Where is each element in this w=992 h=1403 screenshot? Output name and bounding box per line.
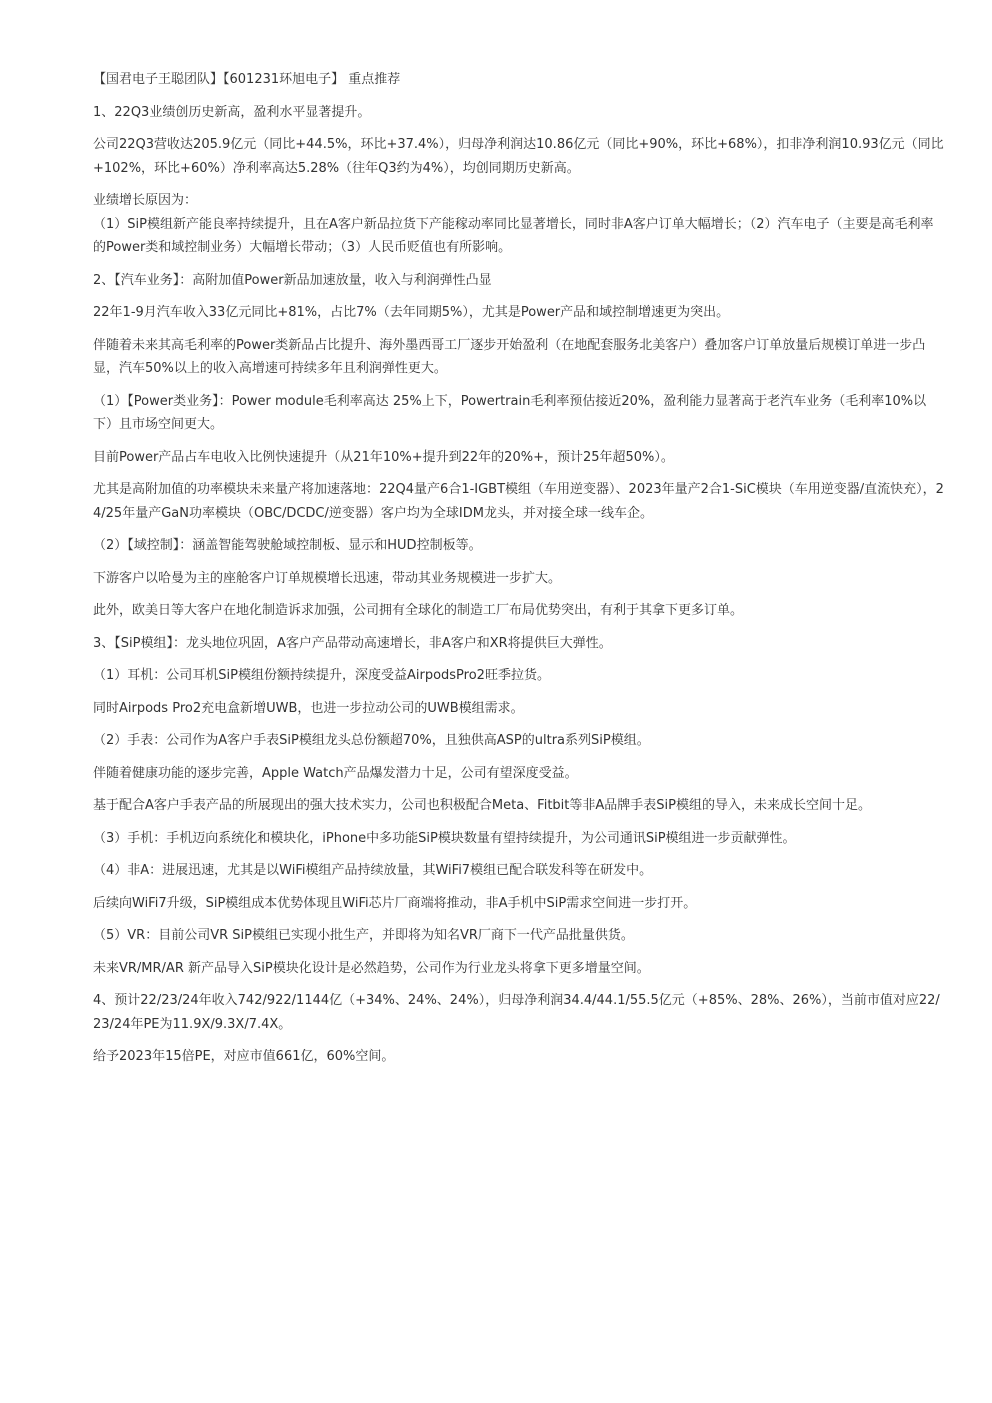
paragraph: 伴随着未来其高毛利率的Power类新品占比提升、海外墨西哥工厂逐步开始盈利（在地配套服务北美客户）叠加客户订单放量后规模订单进一步凸显，汽车50%以上的收入高增速可持续多年且利润弹性更大。	[93, 337, 926, 376]
section-heading-3: 3、【SiP模组】：龙头地位巩固，A客户产品带动高速增长，非A客户和XR将提供巨大弹性。	[93, 635, 612, 651]
paragraph: 目前Power产品占车电收入比例快速提升（从21年10%+提升到22年的20%+，预计25年超50%）。	[93, 449, 674, 465]
paragraph: 伴随着健康功能的逐步完善，Apple Watch产品爆发潜力十足，公司有望深度受益。	[93, 765, 578, 781]
document-body	[93, 68, 945, 1078]
section-heading-1: 1、22Q3业绩创历史新高，盈利水平显著提升。	[93, 104, 371, 120]
paragraph: （2）【域控制】：涵盖智能驾驶舱域控制板、显示和HUD控制板等。	[93, 538, 482, 553]
paragraph: （5）VR：目前公司VR SiP模组已实现小批生产，并即将为知名VR厂商下一代产品批量供货。	[93, 928, 634, 943]
paragraph: 同时Airpods Pro2充电盒新增UWB，也进一步拉动公司的UWB模组需求。	[93, 700, 524, 716]
paragraph: 公司22Q3营收达205.9亿元（同比+44.5%，环比+37.4%），归母净利润达10.86亿元（同比+90%，环比+68%），扣非净利润10.93亿元（同比+102%，环比+60%）净利率高达5.28%（往年Q3约为4%），均创同期历史新高。	[93, 137, 944, 176]
paragraph: （2）手表：公司作为A客户手表SiP模组龙头总份额超70%，且独供高ASP的ultra系列SiP模组。	[93, 733, 650, 748]
paragraph: 给予2023年15倍PE，对应市值661亿，60%空间。	[93, 1049, 395, 1064]
paragraph: 基于配合A客户手表产品的所展现出的强大技术实力，公司也积极配合Meta、Fitbit等非A品牌手表SiP模组的导入，未来成长空间十足。	[93, 798, 871, 813]
paragraph: 未来VR/MR/AR 新产品导入SiP模块化设计是必然趋势，公司作为行业龙头将拿下更多增量空间。	[93, 960, 650, 976]
paragraph: （3）手机：手机迈向系统化和模块化，iPhone中多功能SiP模块数量有望持续提升，为公司通讯SiP模组进一步贡献弹性。	[93, 830, 796, 846]
paragraph: 后续向WiFi7升级，SiP模组成本优势体现且WiFi芯片厂商端将推动，非A手机中SiP需求空间进一步打开。	[93, 895, 697, 911]
section-heading-4: 4、预计22/23/24年收入742/922/1144亿（+34%、24%、24%），归母净利润34.4/44.1/55.5亿元（+85%、28%、26%），当前市值对应22/23/24年PE为11.9X/9.3X/7.4X。	[93, 993, 940, 1032]
paragraph: 下游客户以哈曼为主的座舱客户订单规模增长迅速，带动其业务规模进一步扩大。	[93, 570, 562, 586]
paragraph: 尤其是高附加值的功率模块未来量产将加速落地：22Q4量产6合1-IGBT模组（车用逆变器）、2023年量产2合1-SiC模块（车用逆变器/直流快充），24/25年量产GaN功率模块（OBC/DCDC/逆变器）客户均为全球IDM龙头，并对接全球一线车企。	[93, 482, 944, 521]
paragraph: （1）SiP模组新产能良率持续提升，且在A客户新品拉货下产能稼动率同比显著增长，同时非A客户订单大幅增长；（2）汽车电子（主要是高毛利率的Power类和域控制业务）大幅增长带动；（3）人民币贬值也有所影响。	[93, 216, 934, 255]
paragraph: 22年1-9月汽车收入33亿元同比+81%，占比7%（去年同期5%），尤其是Power产品和域控制增速更为突出。	[93, 305, 730, 320]
paragraph: 业绩增长原因为：	[93, 193, 198, 208]
document-title: 【国君电子王聪团队】【601231环旭电子】 重点推荐	[93, 72, 401, 87]
paragraph: （1）耳机：公司耳机SiP模组份额持续提升，深度受益AirpodsPro2旺季拉货。	[93, 668, 550, 683]
section-heading-2: 2、【汽车业务】：高附加值Power新品加速放量，收入与利润弹性凸显	[93, 272, 492, 288]
paragraph: 此外，欧美日等大客户在地化制造诉求加强，公司拥有全球化的制造工厂布局优势突出，有利于其拿下更多订单。	[93, 603, 744, 618]
paragraph: （4）非A：进展迅速，尤其是以WiFi模组产品持续放量，其WiFi7模组已配合联发科等在研发中。	[93, 863, 653, 878]
paragraph: （1）【Power类业务】：Power module毛利率高达 25%上下，Powertrain毛利率预估接近20%，盈利能力显著高于老汽车业务（毛利率10%以下）且市场空间更大。	[93, 393, 927, 432]
